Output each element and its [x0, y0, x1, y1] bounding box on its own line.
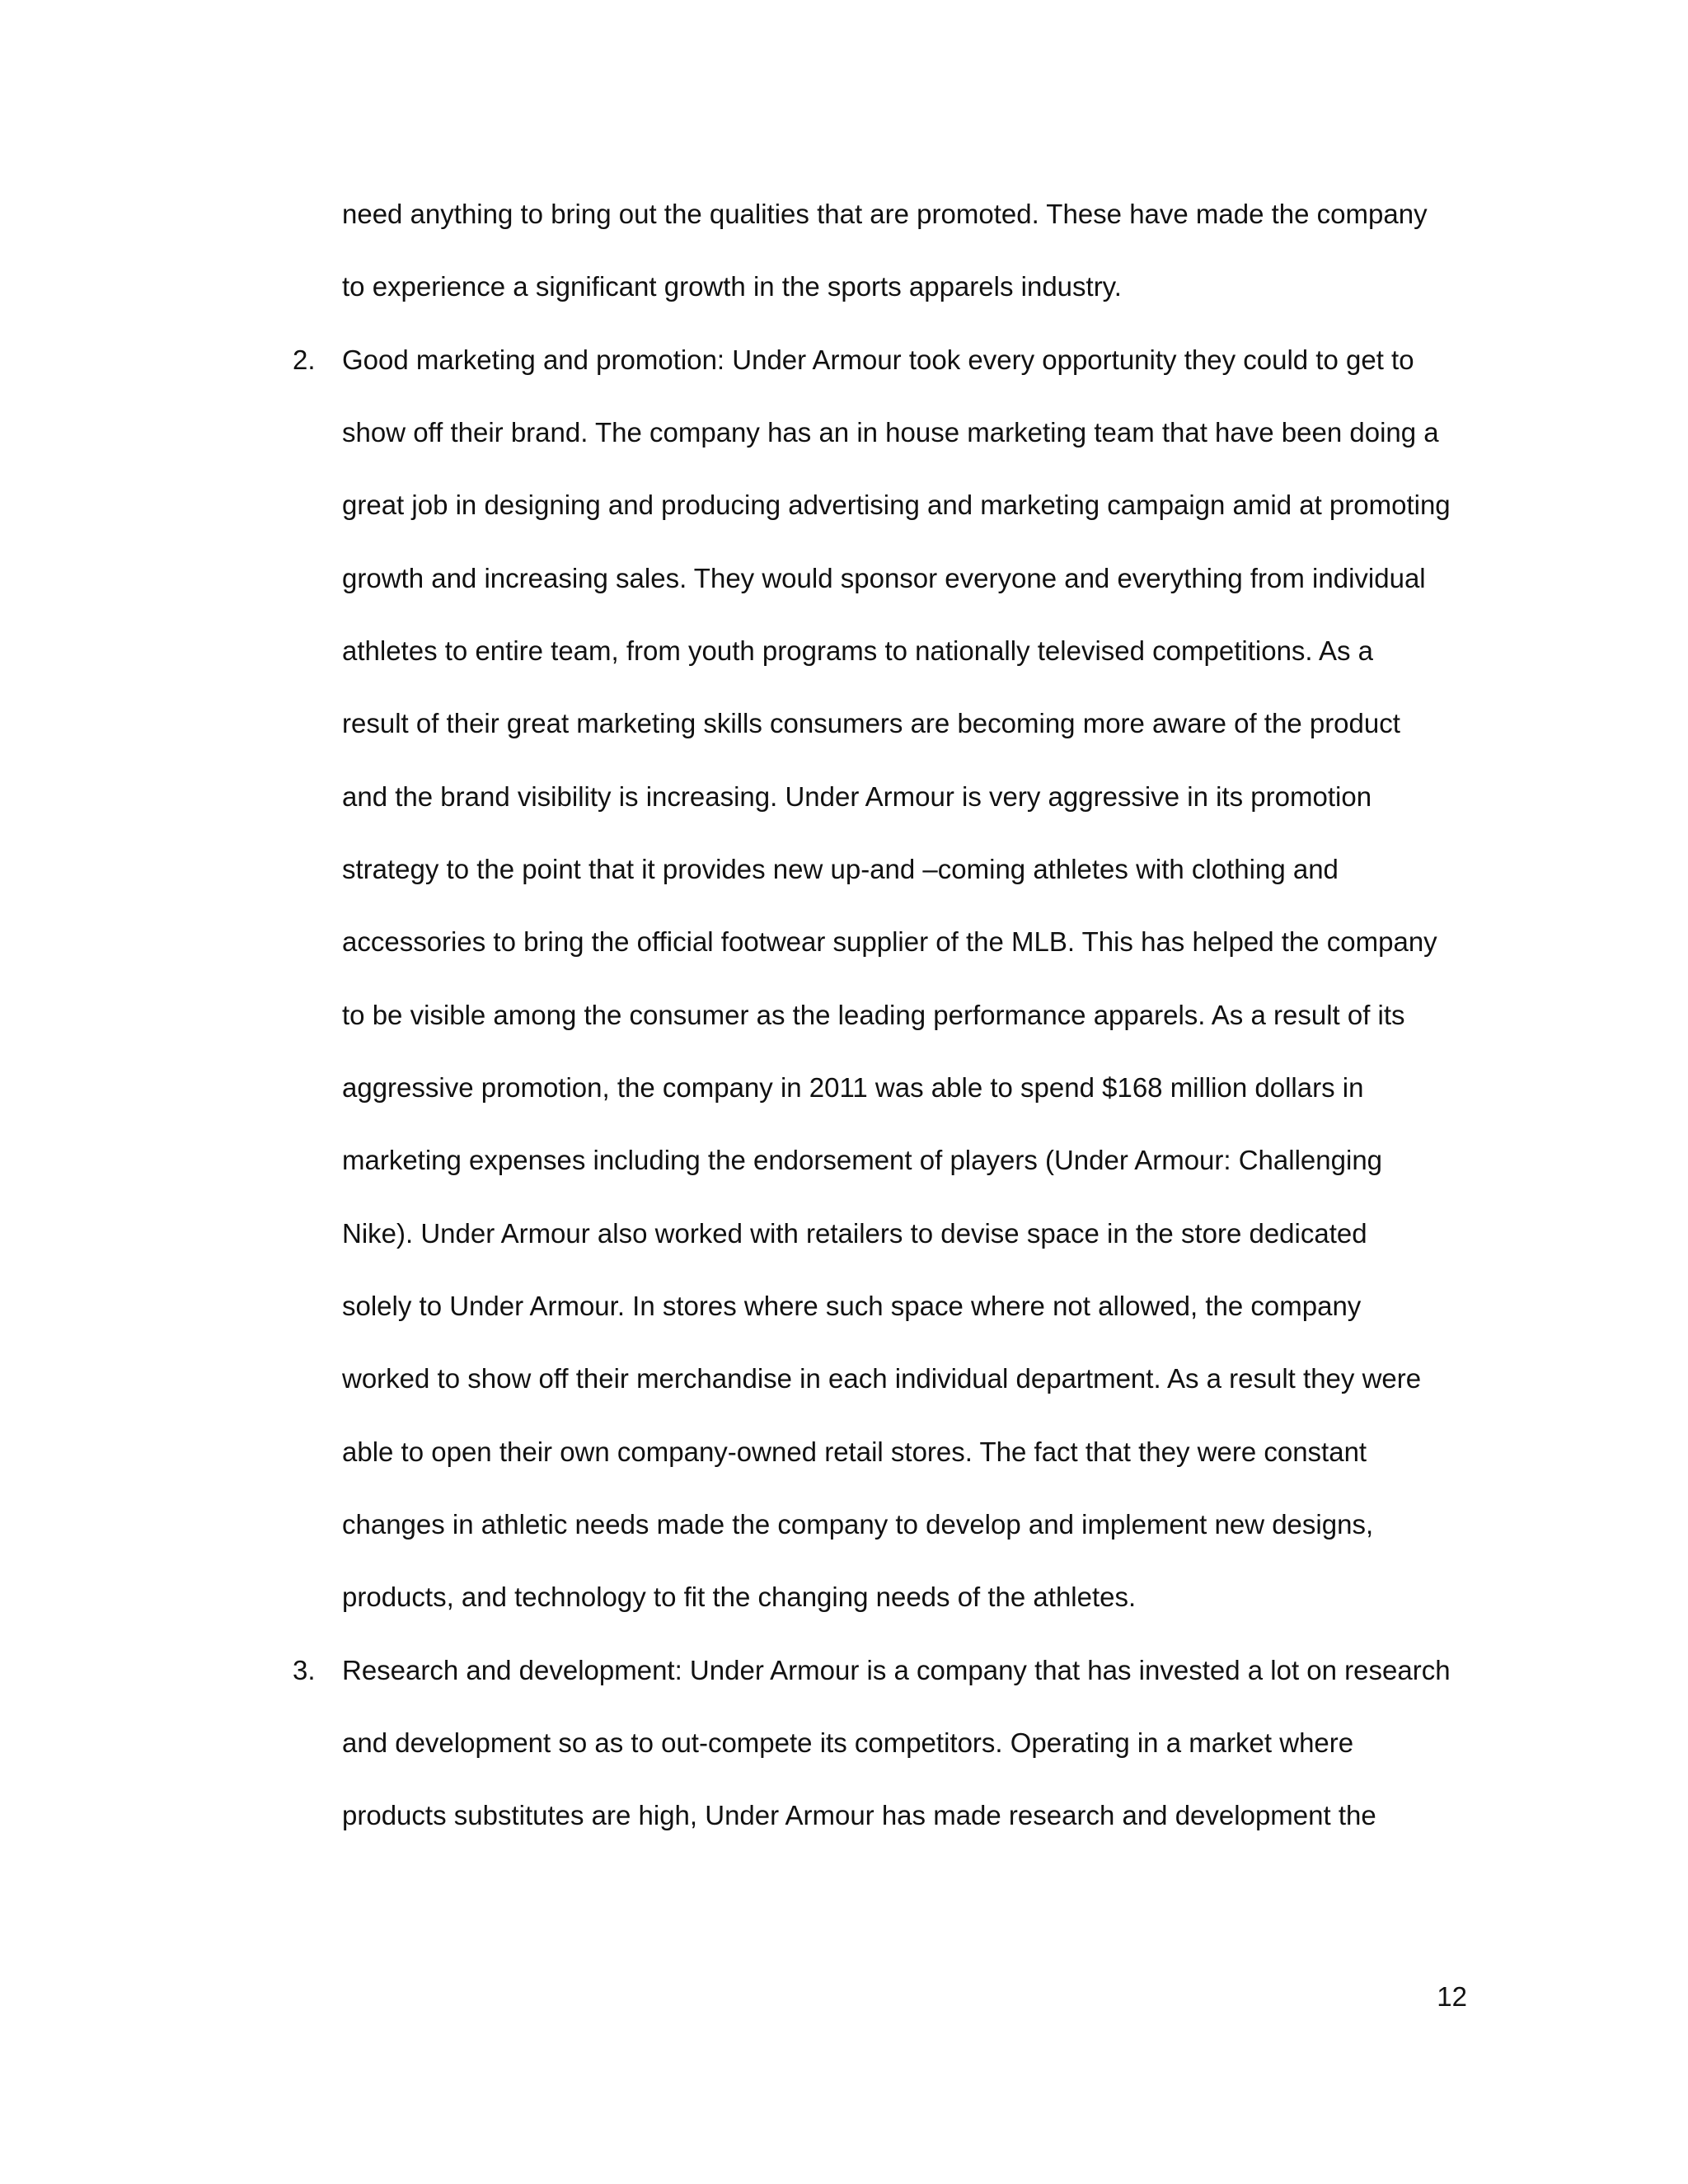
- body-line: changes in athletic needs made the company to develop and implement new designs,: [342, 1509, 1374, 1540]
- body-line: Good marketing and promotion: Under Armour took every opportunity they could to get to: [342, 344, 1414, 375]
- body-line: products substitutes are high, Under Armour has made research and development the: [342, 1800, 1376, 1830]
- body-line: Research and development: Under Armour is a company that has invested a lot on research: [342, 1655, 1451, 1685]
- page-number: 12: [1437, 1981, 1467, 2012]
- body-line: show off their brand. The company has an in house marketing team that have been doing a: [342, 417, 1439, 448]
- body-line: growth and increasing sales. They would sponsor everyone and everything from individual: [342, 563, 1426, 593]
- body-line: strategy to the point that it provides new up-and –coming athletes with clothing and: [342, 854, 1339, 884]
- body-line: products, and technology to fit the changing needs of the athletes.: [342, 1582, 1137, 1612]
- body-line: able to open their own company-owned retail stores. The fact that they were constant: [342, 1436, 1367, 1467]
- body-line: aggressive promotion, the company in 2011 was able to spend $168 million dollars in: [342, 1072, 1364, 1103]
- body-line: and the brand visibility is increasing. Under Armour is very aggressive in its promotion: [342, 781, 1372, 812]
- body-line: and development so as to out-compete its competitors. Operating in a market where: [342, 1727, 1354, 1758]
- body-line: worked to show off their merchandise in each individual department. As a result they were: [342, 1363, 1422, 1394]
- body-line: accessories to bring the official footwear supplier of the MLB. This has helped the company: [342, 926, 1437, 957]
- body-line: solely to Under Armour. In stores where such space where not allowed, the company: [342, 1291, 1362, 1321]
- body-line: to be visible among the consumer as the leading performance apparels. As a result of its: [342, 1000, 1405, 1030]
- body-line: great job in designing and producing advertising and marketing campaign amid at promoting: [342, 490, 1451, 520]
- body-line: athletes to entire team, from youth programs to nationally televised competitions. As a: [342, 635, 1373, 666]
- body-line: need anything to bring out the qualities that are promoted. These have made the company: [342, 199, 1428, 229]
- list-number: 2.: [293, 344, 316, 375]
- body-line: marketing expenses including the endorsement of players (Under Armour: Challenging: [342, 1145, 1383, 1175]
- list-number: 3.: [293, 1655, 316, 1685]
- body-line: to experience a significant growth in the sports apparels industry.: [342, 271, 1122, 302]
- body-line: result of their great marketing skills consumers are becoming more aware of the product: [342, 708, 1400, 738]
- body-line: Nike). Under Armour also worked with retailers to devise space in the store dedicated: [342, 1218, 1367, 1249]
